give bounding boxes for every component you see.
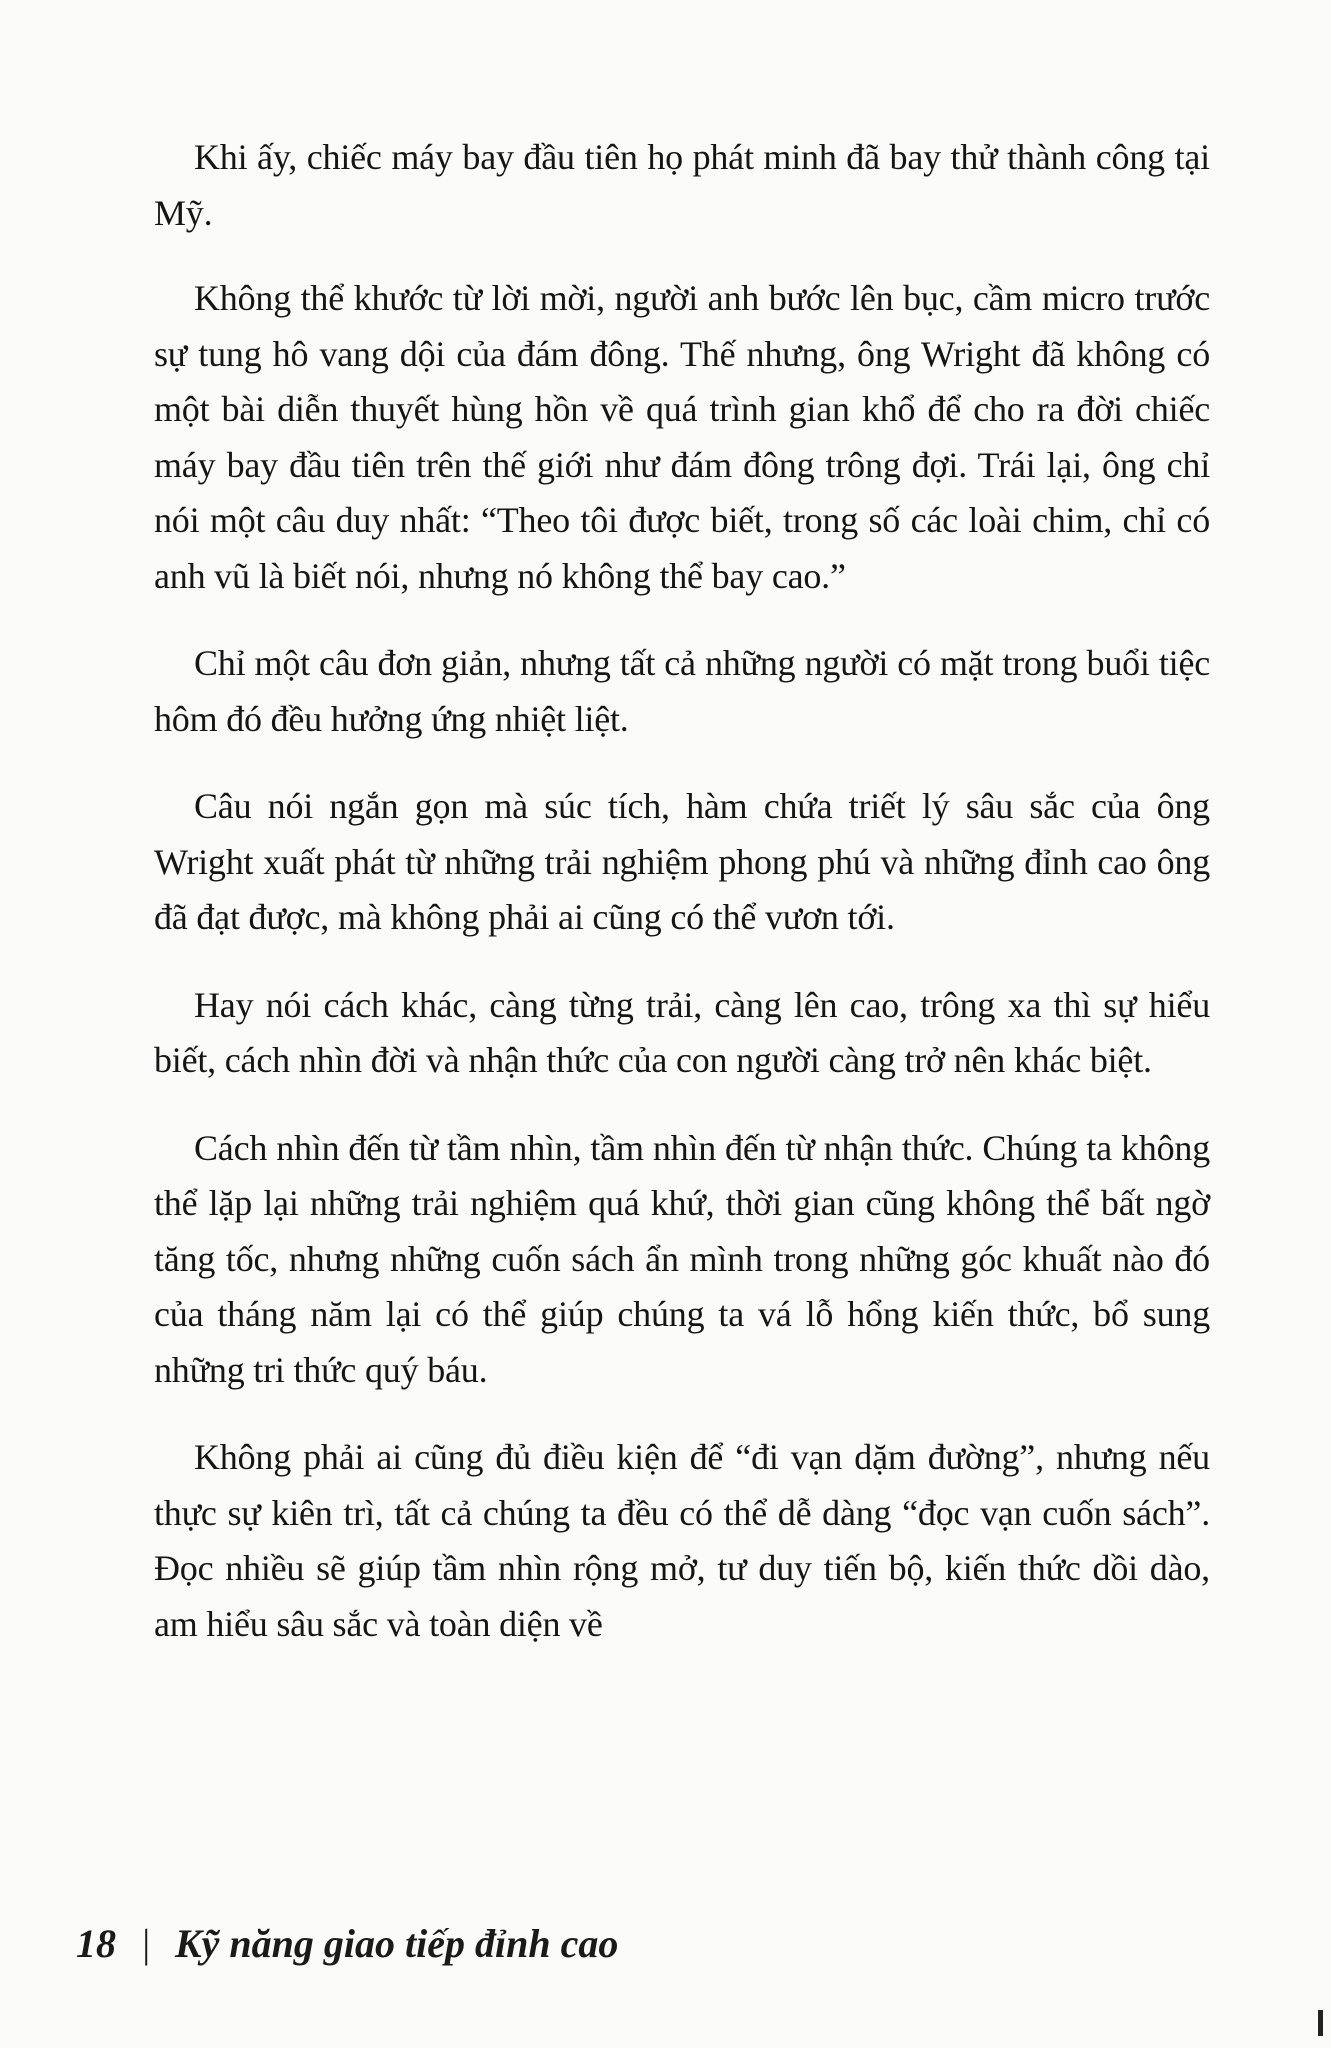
paragraph: Khi ấy, chiếc máy bay đầu tiên họ phát minh đã bay thử thành công tại Mỹ. xyxy=(154,137,1210,233)
footer-separator: | xyxy=(140,1921,151,1966)
paragraph: Cách nhìn đến từ tầm nhìn, tầm nhìn đến từ nhận thức. Chúng ta không thể lặp lại những trải nghiệm quá khứ, thời gian cũng không thể bất ngờ tăng tốc, nhưng những cuốn sách ẩn mình trong những góc khuất nào đó của tháng năm lại có thể giúp chúng ta vá lỗ hổng kiến thức, bổ sung những tri thức quý báu. xyxy=(154,1127,1210,1390)
paragraph: Câu nói ngắn gọn mà súc tích, hàm chứa triết lý sâu sắc của ông Wright xuất phát từ những trải nghiệm phong phú và những đỉnh cao ông đã đạt được, mà không phải ai cũng có thể vươn tới. xyxy=(154,786,1210,937)
paragraph: Không phải ai cũng đủ điều kiện để “đi vạn dặm đường”, nhưng nếu thực sự kiên trì, tất cả chúng ta đều có thể dễ dàng “đọc vạn cuốn sách”. Đọc nhiều sẽ giúp tầm nhìn rộng mở, tư duy tiến bộ, kiến thức dồi dào, am hiểu sâu sắc và toàn diện về xyxy=(154,1437,1210,1644)
paragraph: Chỉ một câu đơn giản, nhưng tất cả những người có mặt trong buổi tiệc hôm đó đều hưởng ứng nhiệt liệt. xyxy=(154,643,1210,739)
book-title: Kỹ năng giao tiếp đỉnh cao xyxy=(175,1921,619,1966)
paragraph: Hay nói cách khác, càng từng trải, càng lên cao, trông xa thì sự hiểu biết, cách nhìn đời và nhận thức của con người càng trở nên khác biệt. xyxy=(154,984,1210,1080)
running-footer xyxy=(76,1920,618,1967)
page-body xyxy=(154,130,1210,1684)
paragraph: Không thể khước từ lời mời, người anh bước lên bục, cầm micro trước sự tung hô vang dội của đám đông. Thế nhưng, ông Wright đã không có một bài diễn thuyết hùng hồn về quá trình gian khổ để cho ra đời chiếc máy bay đầu tiên trên thế giới như đám đông trông đợi. Trái lại, ông chỉ nói một câu duy nhất: “Theo tôi được biết, trong số các loài chim, chỉ có anh vũ là biết nói, nhưng nó không thể bay cao.” xyxy=(154,278,1210,596)
page-edge-mark xyxy=(1318,2010,1323,2036)
page-number: 18 xyxy=(76,1921,116,1966)
